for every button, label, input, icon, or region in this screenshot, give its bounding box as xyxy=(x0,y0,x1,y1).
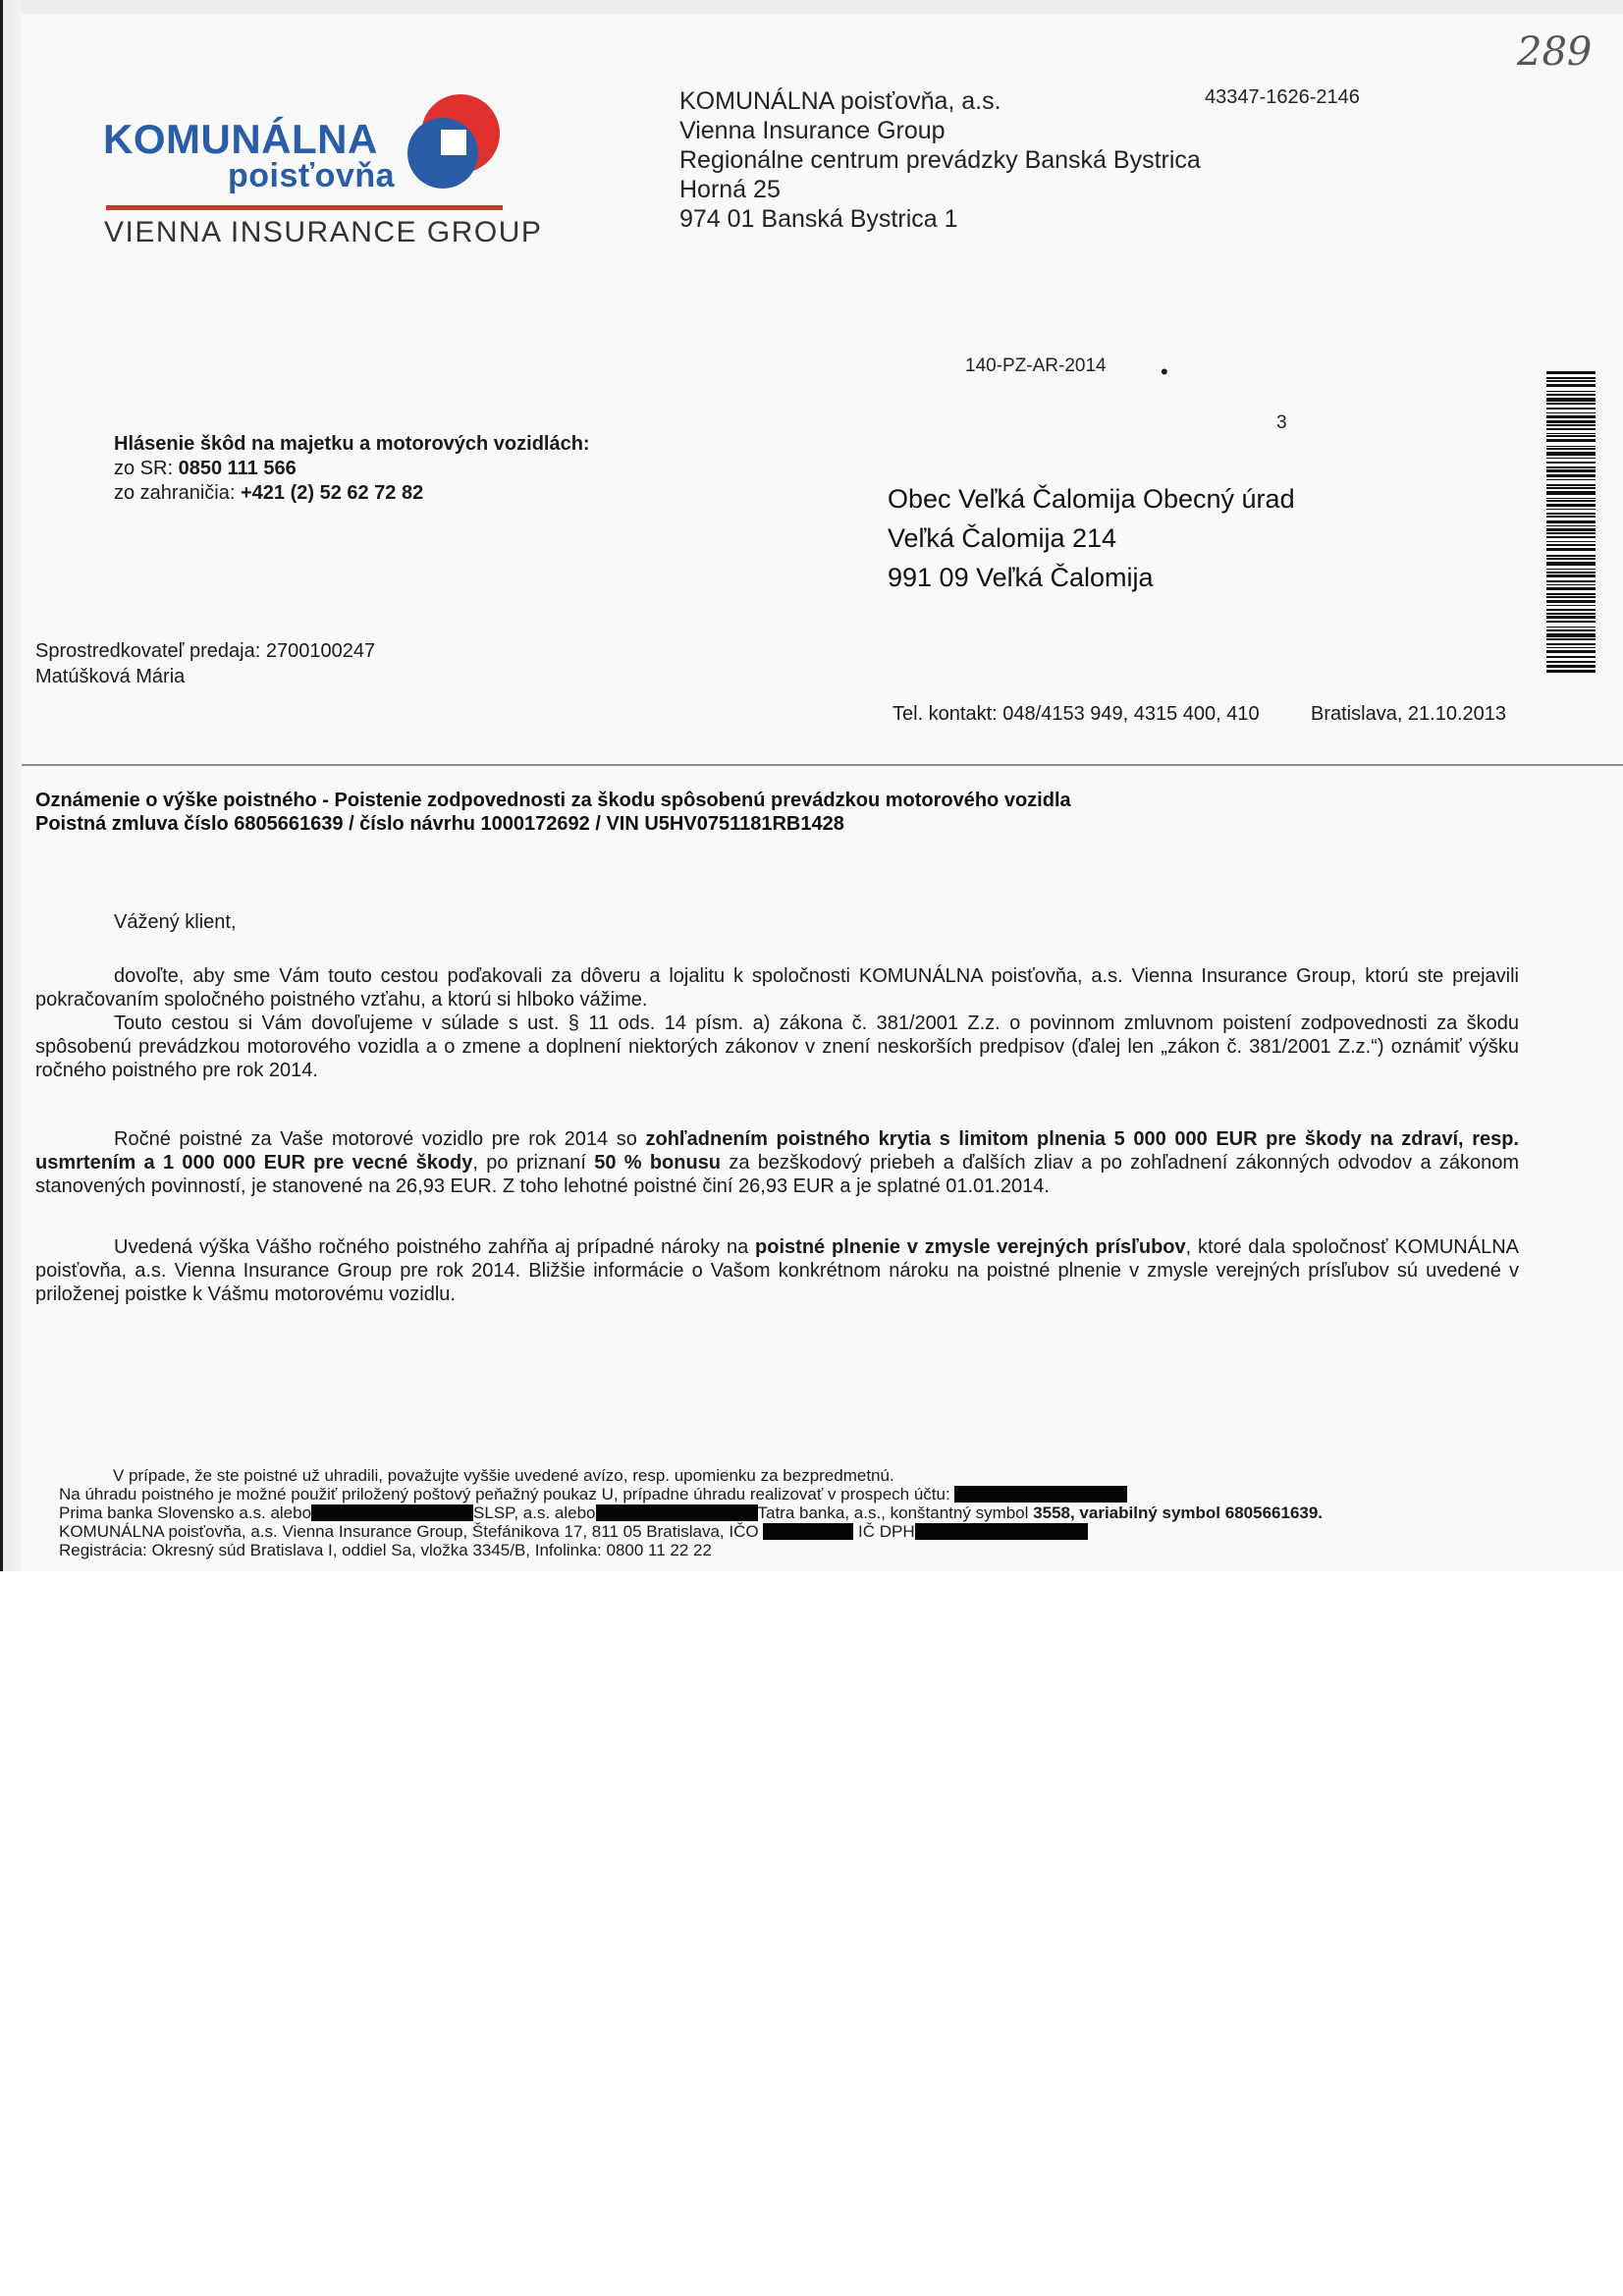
barcode-bar xyxy=(1546,420,1596,423)
footer-text: Na úhradu poistného je možné použiť priložený poštový peňažný poukaz U, prípadne úhradu realizovať v prospech účtu: xyxy=(59,1485,955,1503)
salutation: Vážený klient, xyxy=(114,911,237,933)
barcode xyxy=(1546,371,1596,676)
barcode-bar xyxy=(1546,580,1596,582)
recipient-line: 991 09 Veľká Čalomija xyxy=(888,563,1154,592)
premium-bonus: 50 % bonusu xyxy=(594,1152,722,1174)
premium-text: za bezškodový priebeh a ďalších zliav a po zohľadnení zákonných odvodov a zákonom stanovených povinností, je stanovené na 26,93 EUR. Z toho lehotné poistné činí 26,93 EUR a je splatné 01.01.2014. xyxy=(35,1152,1520,1197)
recipient-address xyxy=(888,479,1295,597)
scan-left-edge xyxy=(0,0,22,1571)
barcode-bar xyxy=(1546,377,1596,379)
promise-text: , ktoré dala spoločnosť KOMUNÁLNA poisťovňa, a.s. Vienna Insurance Group pre rok 2014. Bližšie informácie o Vašom konkrétnom nároku na poistné plnenie v zmysle verejných prísľubov sú uvedené v priloženej poistke k Vášmu motorovému vozidlu. xyxy=(35,1236,1519,1305)
claims-sr xyxy=(114,457,590,481)
barcode-bar xyxy=(1546,562,1596,566)
barcode-bar xyxy=(1546,391,1596,392)
redaction xyxy=(311,1504,473,1521)
paragraph-premium xyxy=(35,1127,1519,1198)
agent-line: Matúšková Mária xyxy=(35,666,186,687)
barcode-bar xyxy=(1546,469,1596,472)
footer-text: Tatra banka, a.s., konštantný symbol xyxy=(757,1503,1034,1522)
barcode-bar xyxy=(1546,504,1596,507)
barcode-bar xyxy=(1546,656,1596,658)
subject-line: Oznámenie o výške poistného - Poistenie zodpovednosti za škodu spôsobenú prevádzkou motorového vozidla xyxy=(35,790,1071,811)
premium-text: , po priznaní xyxy=(472,1152,595,1174)
sender-line: 974 01 Banská Bystrica 1 xyxy=(679,205,958,233)
claims-abroad-phone: +421 (2) 52 62 72 82 xyxy=(240,482,424,504)
redaction xyxy=(763,1523,853,1540)
redaction xyxy=(954,1486,1127,1503)
claims-sr-phone: 0850 111 566 xyxy=(178,458,297,479)
barcode-bar xyxy=(1546,609,1596,611)
barcode-bar xyxy=(1546,544,1596,546)
barcode-bar xyxy=(1546,572,1596,574)
barcode-bar xyxy=(1546,474,1596,477)
footer-line xyxy=(59,1503,1483,1522)
footer-line: V prípade, že ste poistné už uhradili, považujte vyššie uvedené avízo, resp. upomienku za bezpredmetnú. xyxy=(113,1466,894,1485)
barcode-bar xyxy=(1546,448,1596,450)
barcode-bar xyxy=(1546,633,1596,637)
recipient-line: Veľká Čalomija 214 xyxy=(888,523,1117,553)
footer-line xyxy=(59,1485,1483,1503)
barcode-bar xyxy=(1546,479,1596,480)
barcode-bar xyxy=(1546,435,1596,437)
paragraph-promise xyxy=(35,1235,1519,1306)
footer-text: IČ DPH xyxy=(858,1522,915,1541)
claims-sr-label: zo SR: xyxy=(114,458,179,479)
sender-line: Regionálne centrum prevádzky Banská Bystrica xyxy=(679,146,1201,174)
barcode-bar xyxy=(1546,371,1596,374)
barcode-bar xyxy=(1546,428,1596,430)
footer-text: SLSP, a.s. alebo xyxy=(473,1503,596,1522)
letter-date: Bratislava, 21.10.2013 xyxy=(1311,703,1507,725)
barcode-bar xyxy=(1546,574,1596,577)
barcode-bar xyxy=(1546,670,1596,673)
footer-text: KOMUNÁLNA poisťovňa, a.s. Vienna Insurance Group, Štefánikova 17, 811 05 Bratislava, IČO xyxy=(59,1522,764,1541)
barcode-bar xyxy=(1546,569,1596,570)
barcode-bar xyxy=(1546,621,1596,623)
barcode-bar xyxy=(1546,462,1596,464)
sales-agent xyxy=(35,638,375,689)
barcode-bar xyxy=(1546,532,1596,534)
barcode-bar xyxy=(1546,650,1596,653)
logo-sub: poisťovňa xyxy=(228,157,396,194)
reference-number: 43347-1626-2146 xyxy=(1205,86,1360,108)
promise-text: Uvedená výška Vášho ročného poistného zahŕňa aj prípadné nároky na xyxy=(114,1236,756,1258)
barcode-bar xyxy=(1546,584,1596,585)
dot-mark: • xyxy=(1161,359,1168,384)
page-number: 3 xyxy=(1276,412,1287,433)
barcode-bar xyxy=(1546,380,1596,382)
document-code: 140-PZ-AR-2014 xyxy=(965,355,1107,376)
barcode-bar xyxy=(1546,412,1596,413)
body-paragraph xyxy=(35,964,1519,1082)
footer-line xyxy=(59,1522,1483,1541)
contact-phone: Tel. kontakt: 048/4153 949, 4315 400, 410 xyxy=(893,703,1260,725)
redaction xyxy=(915,1523,1088,1540)
handwritten-number: 289 xyxy=(1517,29,1593,75)
barcode-bar xyxy=(1546,661,1596,663)
barcode-bar xyxy=(1546,424,1596,426)
paragraph-legal: Touto cestou si Vám dovoľujeme v súlade s ust. § 11 ods. 14 písm. a) zákona č. 381/2001 Z.z. o povinnom zmluvnom poistení zodpovednosti za škodu spôsobenú prevádzkou motorového vozidla a o zmene a doplnení niektorých zákonov v znení neskorších predpisov (ďalej len „zákon č. 381/2001 Z.z.“) oznámiť výšku ročného poistného pre rok 2014. xyxy=(35,1012,1519,1081)
barcode-bar xyxy=(1546,593,1596,595)
barcode-bar xyxy=(1546,627,1596,628)
barcode-bar xyxy=(1546,587,1596,590)
barcode-bar xyxy=(1546,408,1596,410)
sender-line: Vienna Insurance Group xyxy=(679,117,946,144)
barcode-bar xyxy=(1546,541,1596,542)
scan-top-edge xyxy=(22,0,1623,14)
barcode-bar xyxy=(1546,458,1596,459)
footer-text: Prima banka Slovensko a.s. alebo xyxy=(59,1503,312,1522)
barcode-bar xyxy=(1546,500,1596,502)
barcode-bar xyxy=(1546,452,1596,456)
barcode-bar xyxy=(1546,558,1596,560)
barcode-bar xyxy=(1546,516,1596,518)
barcode-bar xyxy=(1546,520,1596,523)
barcode-bar xyxy=(1546,394,1596,396)
agent-line: Sprostredkovateľ predaja: 2700100247 xyxy=(35,640,376,662)
letter-subject xyxy=(35,789,1071,836)
barcode-bar xyxy=(1546,629,1596,631)
barcode-bar xyxy=(1546,433,1596,434)
claims-info xyxy=(114,432,590,506)
barcode-bar xyxy=(1546,605,1596,606)
barcode-bar xyxy=(1546,613,1596,615)
paragraph-thanks: dovoľte, aby sme Vám touto cestou poďakovali za dôveru a lojalitu k spoločnosti KOMUNÁLNA poisťovňa, a.s. Vienna Insurance Group, ktorú ste prejavili pokračovaním spoločného poistného vzťahu, a ktorú si hlboko vážime. xyxy=(35,965,1519,1011)
barcode-bar xyxy=(1546,439,1596,442)
barcode-bar xyxy=(1546,525,1596,526)
divider xyxy=(22,764,1623,766)
barcode-bar xyxy=(1546,415,1596,418)
barcode-bar xyxy=(1546,466,1596,468)
barcode-bar xyxy=(1546,384,1596,387)
barcode-bar xyxy=(1546,600,1596,603)
premium-limit: zohľadnením poistného krytia s limitom plnenia 5 000 000 EUR pre škody na zdraví, resp. usmrtením a 1 000 000 EUR pre vecné škody xyxy=(35,1128,1519,1174)
footer xyxy=(59,1466,1483,1559)
barcode-bar xyxy=(1546,536,1596,538)
redaction xyxy=(596,1504,758,1521)
logo-group: VIENNA INSURANCE GROUP xyxy=(104,216,543,248)
barcode-bar xyxy=(1546,596,1596,598)
barcode-bar xyxy=(1546,498,1596,499)
barcode-bar xyxy=(1546,446,1596,447)
premium-paragraph xyxy=(35,1127,1519,1198)
subject-line: Poistná zmluva číslo 6805661639 / číslo návrhu 1000172692 / VIN U5HV0751181RB1428 xyxy=(35,813,844,835)
claims-title: Hlásenie škôd na majetku a motorových vozidlách: xyxy=(114,433,590,455)
barcode-bar xyxy=(1546,487,1596,489)
promise-highlight: poistné plnenie v zmysle verejných prísľubov xyxy=(755,1236,1186,1258)
claims-abroad xyxy=(114,481,590,506)
barcode-bar xyxy=(1546,555,1596,557)
claims-abroad-label: zo zahraničia: xyxy=(114,482,241,504)
barcode-bar xyxy=(1546,509,1596,510)
logo-rule xyxy=(106,205,503,210)
premium-text: Ročné poistné za Vaše motorové vozidlo pre rok 2014 so xyxy=(114,1128,646,1150)
barcode-bar xyxy=(1546,403,1596,405)
sender-address xyxy=(679,86,1201,234)
barcode-bar xyxy=(1546,647,1596,648)
logo-name: KOMUNÁLNA xyxy=(103,116,378,162)
recipient-line: Obec Veľká Čalomija Obecný úrad xyxy=(888,484,1295,514)
barcode-bar xyxy=(1546,665,1596,668)
sender-line: Horná 25 xyxy=(679,176,781,203)
barcode-bar xyxy=(1546,484,1596,486)
barcode-bar xyxy=(1546,548,1596,551)
barcode-bar xyxy=(1546,643,1596,645)
barcode-bar xyxy=(1546,528,1596,531)
barcode-bar xyxy=(1546,491,1596,495)
logo-mark-icon xyxy=(398,90,506,198)
barcode-bar xyxy=(1546,616,1596,619)
promise-paragraph xyxy=(35,1235,1519,1306)
barcode-bar xyxy=(1546,398,1596,402)
sender-line: KOMUNÁLNA poisťovňa, a.s. xyxy=(679,87,1001,115)
footer-symbols: 3558, variabilný symbol 6805661639. xyxy=(1033,1503,1324,1522)
barcode-bar xyxy=(1546,513,1596,515)
barcode-bar xyxy=(1546,638,1596,640)
footer-line: Registrácia: Okresný súd Bratislava I, oddiel Sa, vložka 3345/B, Infolinka: 0800 11 22 22 xyxy=(59,1541,712,1559)
